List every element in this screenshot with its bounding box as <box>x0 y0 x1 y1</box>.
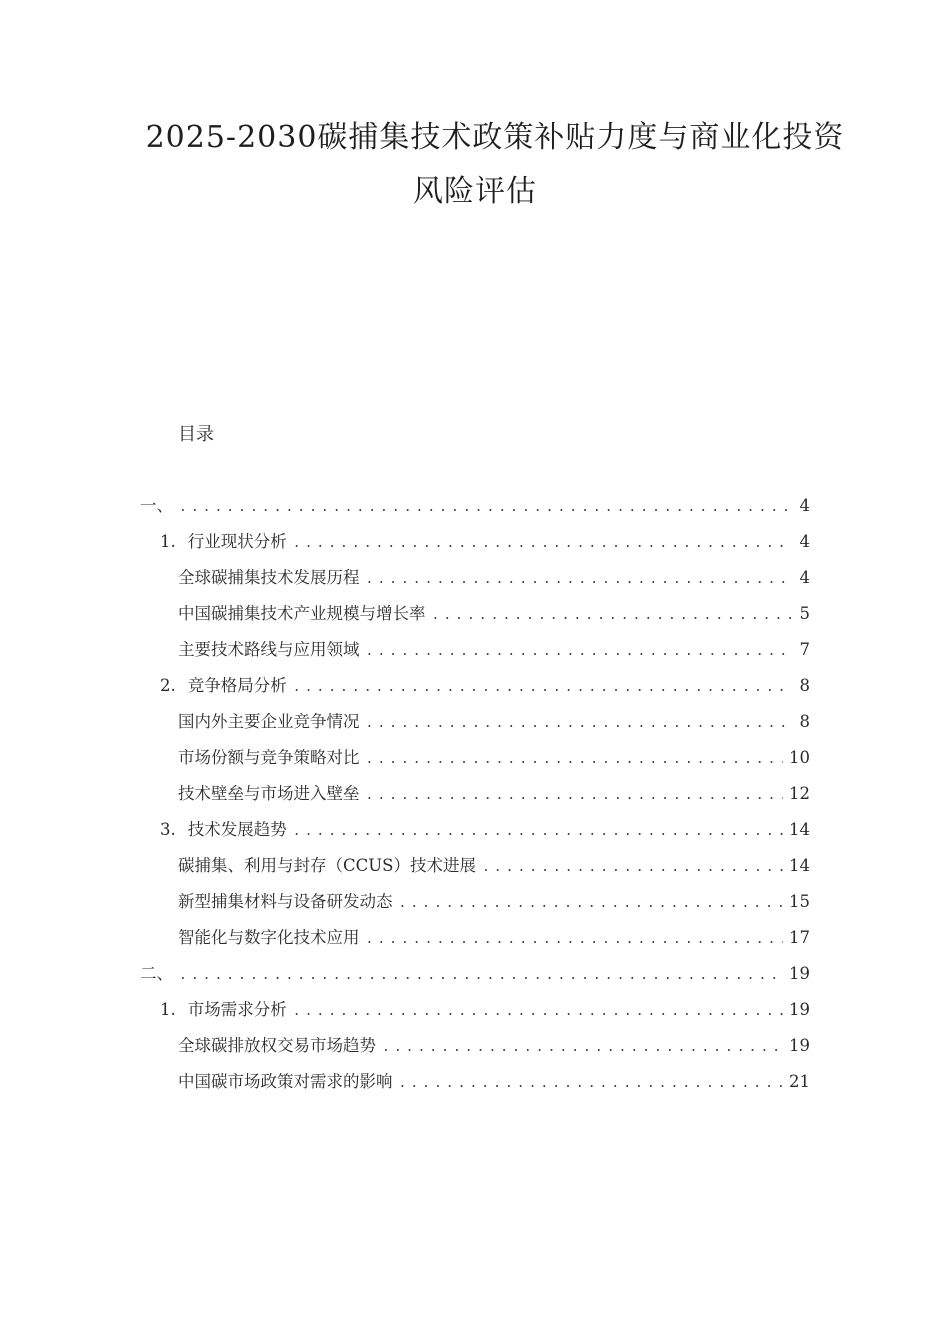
toc-entry-page: 8 <box>799 712 810 731</box>
toc-entry-label: 智能化与数字化技术应用 <box>178 928 360 947</box>
toc-entry-page: 14 <box>789 820 810 839</box>
toc-leader-dots <box>179 500 792 515</box>
toc-entry[interactable] <box>178 780 810 806</box>
toc-entry-page: 17 <box>789 928 810 947</box>
toc-entry[interactable] <box>160 528 810 554</box>
toc-entry-page: 14 <box>789 856 810 875</box>
toc-leader-dots <box>179 968 783 983</box>
toc-entry[interactable] <box>178 564 810 590</box>
toc-entry-number: 1. <box>160 532 176 551</box>
toc-entry-label: 一、 <box>140 496 173 515</box>
toc-leader-dots <box>366 932 784 947</box>
toc-leader-dots <box>366 716 793 731</box>
toc-entry-page: 19 <box>789 1036 810 1055</box>
toc-entry-page: 5 <box>799 604 810 623</box>
toc-entry-label: 国内外主要企业竞争情况 <box>178 712 360 731</box>
toc-entry-label: 市场份额与竞争策略对比 <box>178 748 360 767</box>
toc-leader-dots <box>482 860 783 875</box>
toc-entry[interactable] <box>140 492 810 518</box>
toc-entry-page: 7 <box>799 640 810 659</box>
toc-leader-dots <box>399 896 784 911</box>
toc-entry[interactable] <box>178 1032 810 1058</box>
toc-entry-label: 中国碳捕集技术产业规模与增长率 <box>178 604 426 623</box>
toc-entry-label: 中国碳市场政策对需求的影响 <box>178 1072 393 1091</box>
toc-entry-page: 4 <box>799 568 810 587</box>
toc-leader-dots <box>366 572 793 587</box>
toc-entry-page: 4 <box>799 532 810 551</box>
toc-entry-label: 碳捕集、利用与封存（CCUS）技术进展 <box>178 856 476 875</box>
toc-entry-page: 21 <box>789 1072 810 1091</box>
toc-entry-label: 市场需求分析 <box>187 1000 287 1019</box>
toc-entry-label: 全球碳排放权交易市场趋势 <box>178 1036 376 1055</box>
toc-entry-page: 12 <box>789 784 810 803</box>
toc-entry[interactable] <box>178 636 810 662</box>
toc-entry[interactable] <box>178 924 810 950</box>
toc-leader-dots <box>293 680 792 695</box>
toc-leader-dots <box>366 752 784 767</box>
toc-entry-label: 行业现状分析 <box>187 532 287 551</box>
toc-entry-number: 1. <box>160 1000 176 1019</box>
toc-entry-label: 主要技术路线与应用领域 <box>178 640 360 659</box>
toc-entry-label: 二、 <box>140 964 173 983</box>
toc-leader-dots <box>382 1040 783 1055</box>
toc-entry-label: 全球碳捕集技术发展历程 <box>178 568 360 587</box>
toc-entry[interactable] <box>178 744 810 770</box>
toc-entry-number: 2. <box>160 676 176 695</box>
toc-entry[interactable] <box>178 1068 810 1094</box>
toc-leader-dots <box>366 788 784 803</box>
toc-entry[interactable] <box>160 816 810 842</box>
toc-entry[interactable] <box>160 996 810 1022</box>
toc-entry-page: 4 <box>799 496 810 515</box>
toc-leader-dots <box>366 644 793 659</box>
toc-leader-dots <box>293 824 783 839</box>
document-title-line1: 2025-2030碳捕集技术政策补贴力度与商业化投资 <box>145 120 845 155</box>
toc-entry[interactable] <box>178 852 810 878</box>
toc-entry-page: 15 <box>789 892 810 911</box>
toc-entry[interactable] <box>178 600 810 626</box>
toc-heading: 目录 <box>178 424 214 445</box>
toc-entry-label: 竞争格局分析 <box>187 676 287 695</box>
toc-entry-page: 19 <box>789 1000 810 1019</box>
document-title-line2: 风险评估 <box>413 174 537 209</box>
toc-entry-page: 19 <box>789 964 810 983</box>
toc-entry-page: 10 <box>789 748 810 767</box>
toc-entry-page: 8 <box>799 676 810 695</box>
toc-leader-dots <box>293 1004 783 1019</box>
toc-entry-label: 新型捕集材料与设备研发动态 <box>178 892 393 911</box>
toc-entry-number: 3. <box>160 820 176 839</box>
toc-entry[interactable] <box>178 708 810 734</box>
toc-entry-label: 技术发展趋势 <box>187 820 287 839</box>
toc-entry-label: 技术壁垒与市场进入壁垒 <box>178 784 360 803</box>
toc-entry[interactable] <box>160 672 810 698</box>
toc-leader-dots <box>293 536 792 551</box>
toc-entry[interactable] <box>178 888 810 914</box>
toc-leader-dots <box>432 608 793 623</box>
toc-entry[interactable] <box>140 960 810 986</box>
toc-leader-dots <box>399 1076 784 1091</box>
